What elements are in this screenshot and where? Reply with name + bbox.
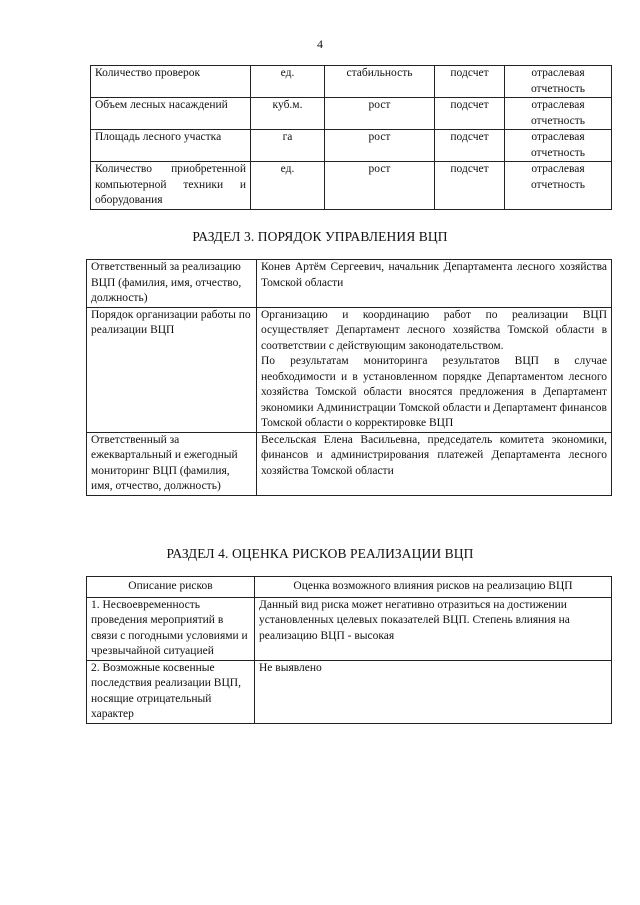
section3-title: РАЗДЕЛ 3. ПОРЯДОК УПРАВЛЕНИЯ ВЦП (192, 229, 448, 244)
indicator-unit: куб.м. (251, 98, 325, 130)
indicator-method: подсчет (435, 66, 505, 98)
table-row (87, 597, 612, 660)
table-row (87, 432, 612, 495)
indicator-unit: ед. (251, 162, 325, 210)
indicator-method: подсчет (435, 130, 505, 162)
row-label: Ответственный за ежеквартальный и ежегодный мониторинг ВЦП (фамилия, имя, отчество, должность) (87, 432, 257, 495)
risks-table (86, 576, 612, 724)
risk-impact: Не выявлено (255, 660, 612, 723)
risk-description: 1. Несвоевременность проведения мероприятий в связи с погодными условиями и чрезвычайной ситуацией (87, 597, 255, 660)
section4-title: РАЗДЕЛ 4. ОЦЕНКА РИСКОВ РЕАЛИЗАЦИИ ВЦП (166, 546, 474, 561)
table-row (87, 260, 612, 308)
indicator-method: подсчет (435, 162, 505, 210)
indicator-name: Количество приобретенной компьютерной техники и оборудования (91, 162, 251, 210)
row-label: Порядок организации работы по реализации ВЦП (87, 307, 257, 432)
row-label: Ответственный за реализацию ВЦП (фамилия, имя, отчество, должность) (87, 260, 257, 308)
table-row (91, 98, 612, 130)
page-number: 4 (317, 37, 323, 51)
indicator-source: отраслевая отчетность (505, 162, 612, 210)
risk-impact: Данный вид риска может негативно отразиться на достижении установленных целевых показателей ВЦП. Степень влияния на реализацию ВЦП - высокая (255, 597, 612, 660)
indicator-trend: рост (325, 162, 435, 210)
table-row (91, 130, 612, 162)
row-value (257, 307, 612, 432)
row-value: Конев Артём Сергеевич, начальник Департамента лесного хозяйства Томской области (257, 260, 612, 308)
header-risk-description: Описание рисков (87, 577, 255, 598)
indicator-trend: стабильность (325, 66, 435, 98)
header-risk-impact: Оценка возможного влияния рисков на реализацию ВЦП (255, 577, 612, 598)
risk-description: 2. Возможные косвенные последствия реализации ВЦП, носящие отрицательный характер (87, 660, 255, 723)
table-header-row (87, 577, 612, 598)
management-table (86, 259, 612, 496)
table-row (87, 307, 612, 432)
indicator-source: отраслевая отчетность (505, 66, 612, 98)
indicator-source: отраслевая отчетность (505, 98, 612, 130)
indicator-unit: га (251, 130, 325, 162)
indicator-source: отраслевая отчетность (505, 130, 612, 162)
indicator-name: Площадь лесного участка (91, 130, 251, 162)
table-row (87, 660, 612, 723)
indicators-table (90, 65, 612, 210)
indicator-name: Объем лесных насаждений (91, 98, 251, 130)
table-row (91, 66, 612, 98)
indicator-trend: рост (325, 130, 435, 162)
paragraph: По результатам мониторинга результатов ВЦП в случае необходимости и в установленном порядке Департаментом лесного хозяйства Томской области вносятся предложения в Департамент экономики Администрации Томской области и Департамент финансов Томской области о корректировке ВЦП (261, 355, 607, 429)
table-row (91, 162, 612, 210)
indicator-trend: рост (325, 98, 435, 130)
indicator-name: Количество проверок (91, 66, 251, 98)
paragraph: Организацию и координацию работ по реализации ВЦП осуществляет Департамент лесного хозяйства Томской области в соответствии с действующим законодательством. (261, 308, 607, 352)
indicator-method: подсчет (435, 98, 505, 130)
indicator-unit: ед. (251, 66, 325, 98)
row-value: Весельская Елена Васильевна, председатель комитета экономики, финансов и администрирования платежей Департамента лесного хозяйства Томской области (257, 432, 612, 495)
